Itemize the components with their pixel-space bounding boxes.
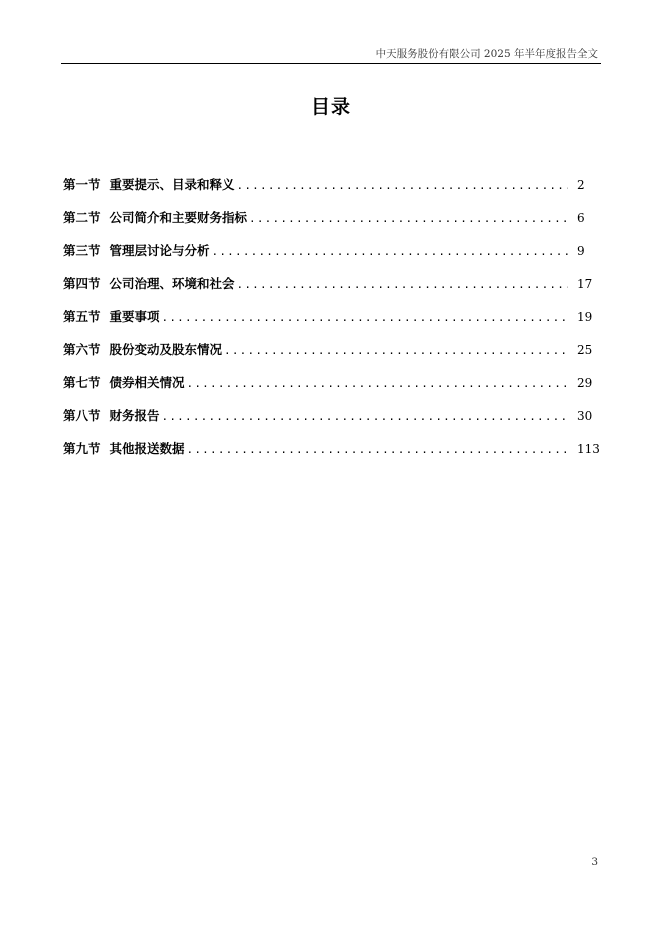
toc-section-label: 第四节: [63, 276, 101, 291]
toc-leader-dots: [249, 212, 568, 225]
page-header: 中天服务股份有限公司 2025 年半年度报告全文: [375, 48, 598, 60]
toc-entry-7[interactable]: [63, 373, 609, 406]
toc-entry-title: 重要提示、目录和释义: [109, 177, 235, 192]
toc-page-number: 29: [577, 376, 593, 390]
toc-section-label: 第五节: [63, 309, 101, 324]
toc-leader-dots: [187, 377, 568, 390]
toc-page-number: 6: [577, 211, 585, 225]
toc-section-label: 第二节: [63, 210, 101, 225]
toc-leader-dots: [162, 311, 568, 324]
toc-entry-4[interactable]: [63, 274, 609, 307]
toc-entry-title: 公司简介和主要财务指标: [109, 210, 248, 225]
toc-entry-8[interactable]: [63, 406, 609, 439]
toc-entry-title: 其他报送数据: [109, 441, 185, 456]
toc-section-label: 第八节: [63, 408, 101, 423]
toc-page-number: 113: [577, 442, 600, 456]
toc-entry-title: 重要事项: [109, 309, 160, 324]
page-title: 目录: [310, 96, 351, 118]
toc-page-number: 30: [577, 409, 593, 423]
toc-entry-title: 财务报告: [109, 408, 160, 423]
toc-leader-dots: [237, 179, 568, 192]
toc-entry-title: 债券相关情况: [109, 375, 185, 390]
toc-entry-1[interactable]: [63, 175, 609, 208]
toc-section-label: 第三节: [63, 243, 101, 258]
toc-entry-9[interactable]: [63, 439, 609, 472]
toc-page-number: 2: [577, 178, 585, 192]
table-of-contents: [63, 175, 609, 472]
toc-entry-title: 公司治理、环境和社会: [109, 276, 235, 291]
toc-section-label: 第一节: [63, 177, 101, 192]
toc-page-number: 17: [577, 277, 593, 291]
toc-entry-6[interactable]: [63, 340, 609, 373]
toc-page-number: 9: [577, 244, 585, 258]
toc-entry-5[interactable]: [63, 307, 609, 340]
toc-leader-dots: [237, 278, 568, 291]
toc-leader-dots: [212, 245, 568, 258]
toc-leader-dots: [224, 344, 568, 357]
toc-leader-dots: [162, 410, 568, 423]
toc-entry-title: 管理层讨论与分析: [109, 243, 210, 258]
toc-page-number: 25: [577, 343, 593, 357]
toc-section-label: 第六节: [63, 342, 101, 357]
toc-entry-2[interactable]: [63, 208, 609, 241]
header-rule: [61, 63, 601, 64]
footer-page-number: 3: [591, 856, 598, 868]
toc-leader-dots: [187, 443, 568, 456]
toc-entry-3[interactable]: [63, 241, 609, 274]
toc-section-label: 第七节: [63, 375, 101, 390]
toc-entry-title: 股份变动及股东情况: [109, 342, 223, 357]
toc-section-label: 第九节: [63, 441, 101, 456]
toc-page-number: 19: [577, 310, 593, 324]
